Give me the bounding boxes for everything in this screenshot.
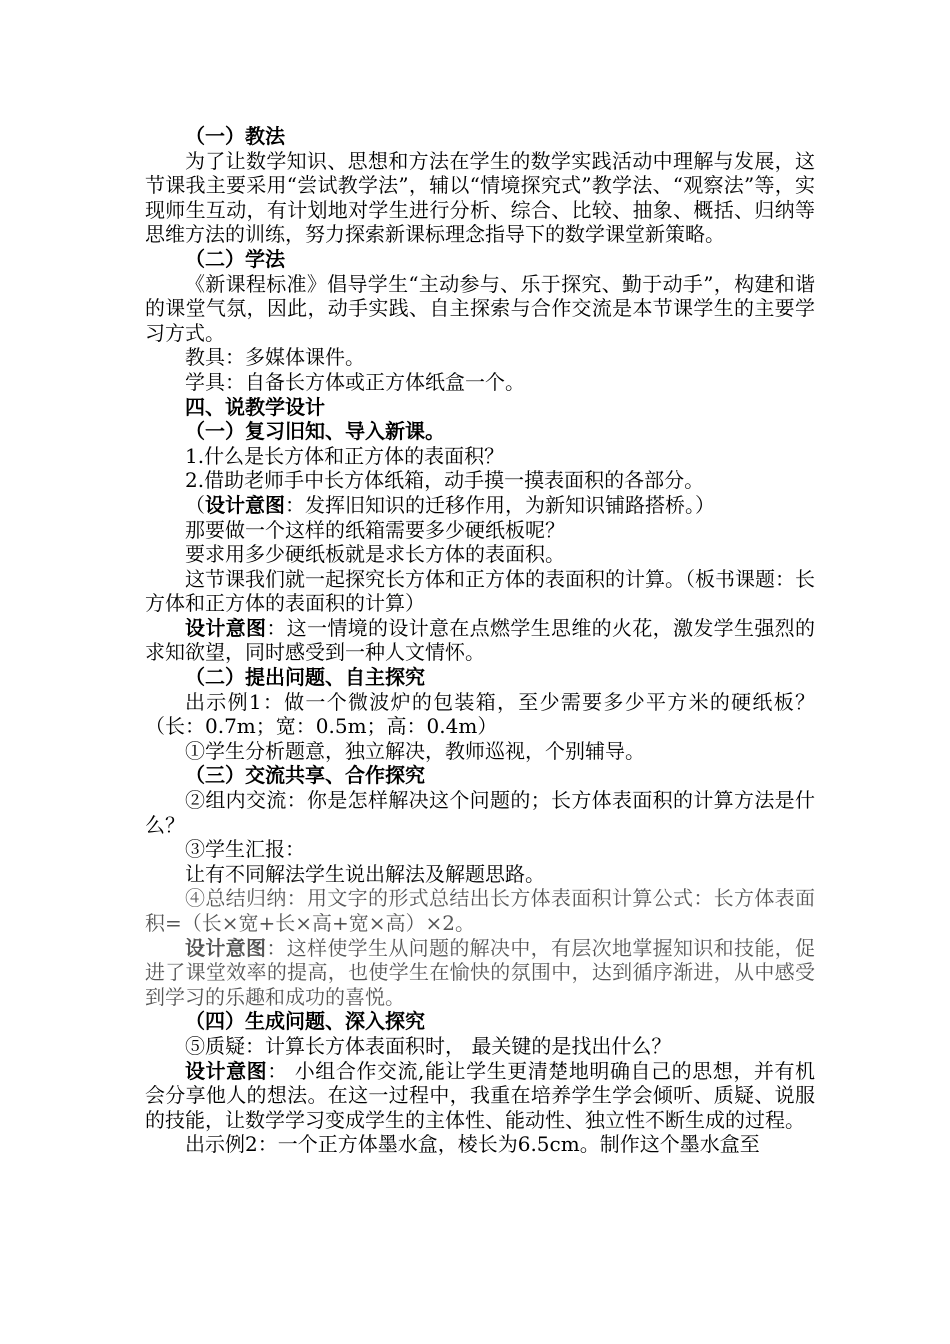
paragraph: 教具：多媒体课件。: [185, 345, 365, 370]
paragraph: ③学生汇报：: [185, 837, 305, 862]
paragraph: 让有不同解法学生说出解法及解题思路。: [185, 861, 545, 886]
paragraph: 学具：自备长方体或正方体纸盒一个。: [185, 369, 525, 394]
paragraph: 《新课程标准》倡导学生“主动参与、乐于探究、勤于动手”，构建和谐的课堂气氛，因此，动手实践、自主探索与合作交流是本节课学生的主要学习方式。: [145, 271, 815, 345]
paragraph: 1.什么是长方体和正方体的表面积？: [185, 443, 505, 468]
design-intent-note: 设计意图：这一情境的设计意在点燃学生思维的火花，激发学生强烈的求知欲望，同时感受到一种人文情怀。: [145, 615, 816, 665]
paragraph: ⑤质疑：计算长方体表面积时， 最关键的是找出什么？: [185, 1033, 672, 1058]
heading-learning-method: （二）学法: [185, 246, 285, 271]
design-intent-note: 设计意图：这样使学生从问题的解决中，有层次地掌握知识和技能，促进了课堂效率的提高，也使学生在愉快的氛围中，达到循序渐进，从中感受到学习的乐趣和成功的喜悦。: [145, 935, 816, 1009]
paragraph: ①学生分析题意，独立解决，教师巡视，个别辅导。: [185, 738, 645, 763]
paragraph: 出示例1：做一个微波炉的包装箱，至少需要多少平方米的硬纸板？（长：0.7m；宽：0.5m；高：0.4m）: [145, 689, 815, 739]
subsection-heading: （一）复习旧知、导入新课。: [185, 419, 445, 444]
paragraph: 这节课我们就一起探究长方体和正方体的表面积的计算。（板书课题：长方体和正方体的表面积的计算）: [145, 566, 815, 616]
paragraph: 为了让数学知识、思想和方法在学生的数学实践活动中理解与发展，这节课我主要采用“尝试教学法”，辅以“情境探究式”教学法、“观察法”等，实现师生互动，有计划地对学生进行分析、综合、比较、抽象、概括、归纳等思维方法的训练，努力探索新课标理念指导下的数学课堂新策略。: [145, 148, 815, 247]
paragraph: 要求用多少硬纸板就是求长方体的表面积。: [185, 542, 565, 567]
paragraph: 出示例2：一个正方体墨水盒，棱长为6.5cm。制作这个墨水盒至: [185, 1132, 760, 1157]
paragraph: 2.借助老师手中长方体纸箱，动手摸一摸表面积的各部分。: [185, 468, 705, 493]
document-body: [145, 124, 815, 1157]
section-heading: 四、说教学设计: [185, 394, 325, 419]
heading-teaching-method: （一）教法: [185, 124, 285, 148]
design-intent-note: 设计意图： 小组合作交流,能让学生更清楚地明确自己的思想，并有机会分享他人的想法。在这一过程中，我重在培养学生学会倾听、质疑、说服的技能，让数学学习变成学生的主体性、能动性、独立性不断生成的过程。: [145, 1058, 816, 1132]
paragraph: ②组内交流：你是怎样解决这个问题的；长方体表面积的计算方法是什么？: [145, 788, 815, 837]
subsection-heading: （三）交流共享、合作探究: [185, 763, 425, 788]
subsection-heading: （二）提出问题、自主探究: [185, 665, 425, 690]
subsection-heading: （四）生成问题、深入探究: [185, 1009, 425, 1034]
design-intent-note: （设计意图：发挥旧知识的迁移作用，为新知识铺路搭桥。）: [185, 492, 715, 517]
paragraph: 那要做一个这样的纸箱需要多少硬纸板呢？: [185, 517, 565, 542]
paragraph: ④总结归纳：用文字的形式总结出长方体表面积计算公式：长方体表面积=（长×宽+长×高+宽×高）×2。: [145, 886, 815, 935]
